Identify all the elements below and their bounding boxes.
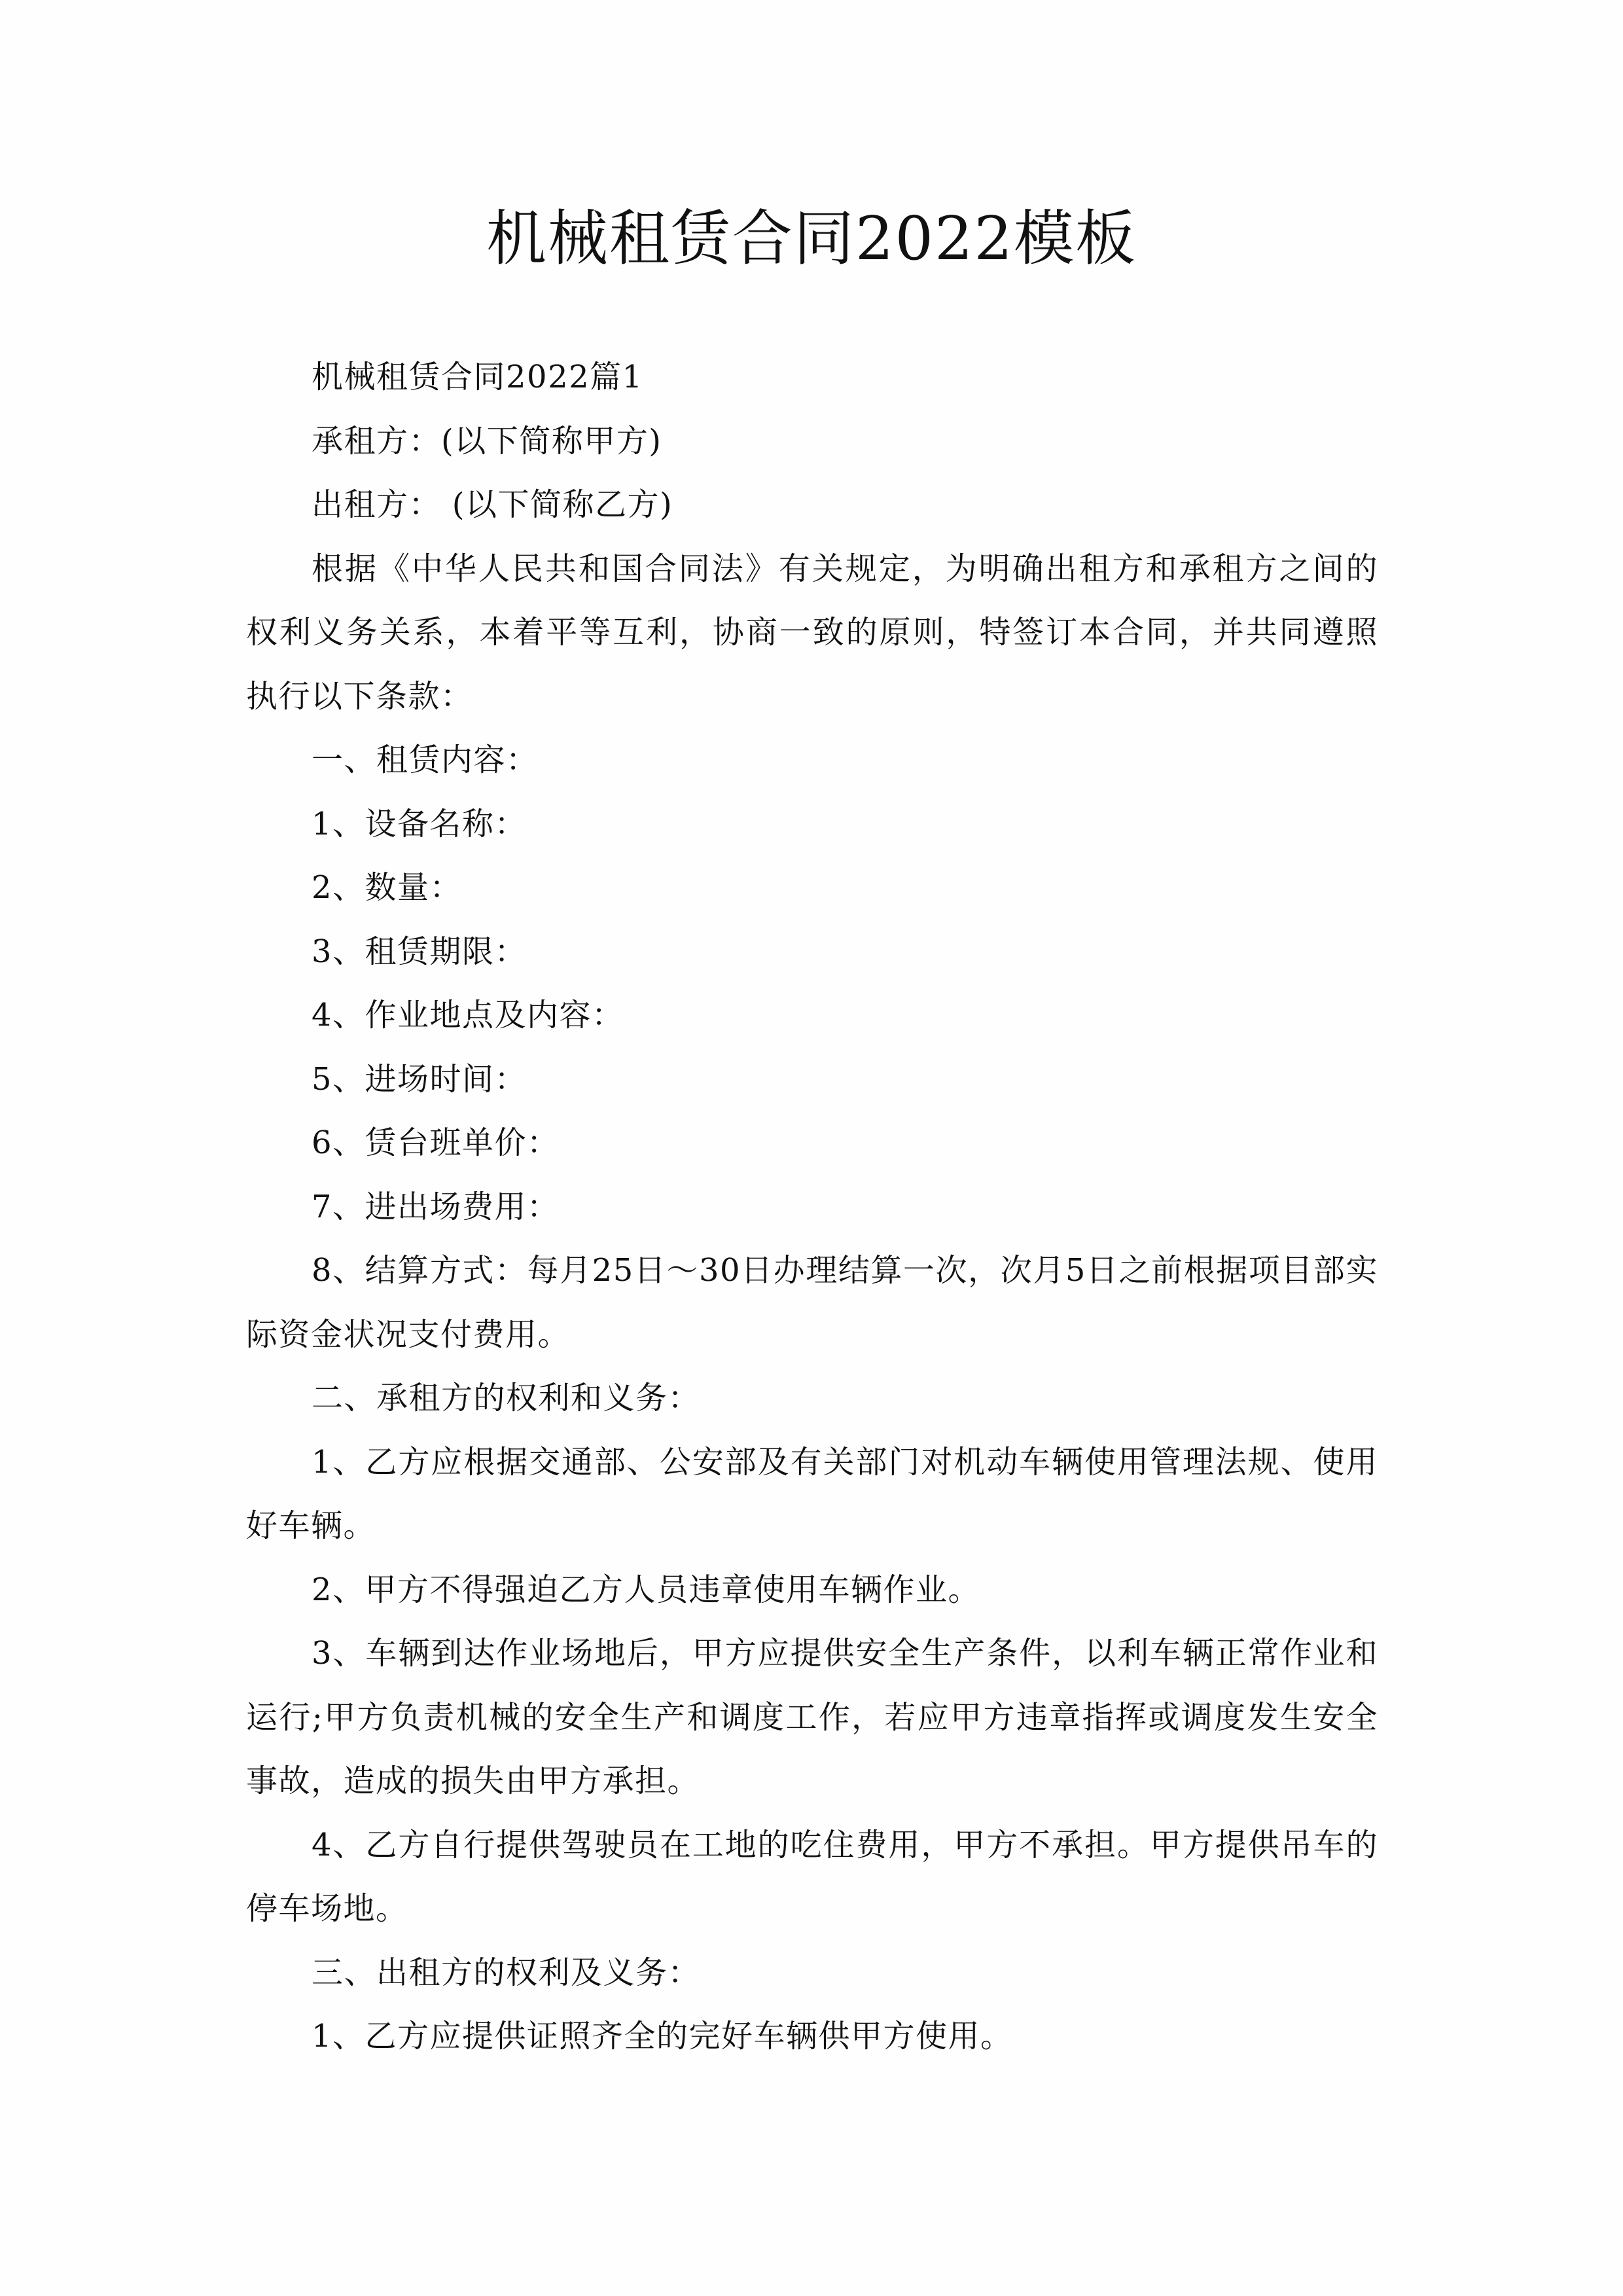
clause-2-item-2: 2、甲方不得强迫乙方人员违章使用车辆作业。 bbox=[312, 1571, 981, 1608]
preamble-paragraph: 根据《中华人民共和国合同法》有关规定，为明确出租方和承租方之间的权利义务关系，本着平等互利，协商一致的原则，特签订本合同，并共同遵照执行以下条款： bbox=[246, 550, 1378, 715]
clause-3-item-1: 1、乙方应提供证照齐全的完好车辆供甲方使用。 bbox=[312, 2018, 1013, 2054]
clause-2-item-3: 3、车辆到达作业场地后，甲方应提供安全生产条件，以利车辆正常作业和运行;甲方负责机械的安全生产和调度工作，若应甲方违章指挥或调度发生安全事故，造成的损失由甲方承担。 bbox=[246, 1635, 1378, 1799]
document-title: 机械租赁合同2022模板 bbox=[486, 204, 1137, 274]
clause-heading-3: 三、出租方的权利及义务： bbox=[312, 1954, 701, 1991]
clause-item-quantity: 2、数量： bbox=[312, 869, 463, 906]
lessee-line: 承租方：(以下简称甲方) bbox=[312, 422, 662, 459]
document-body bbox=[246, 346, 1378, 2069]
clause-item-mobilization-fee: 7、进出场费用： bbox=[312, 1188, 560, 1225]
clause-heading-1: 一、租赁内容： bbox=[312, 742, 539, 778]
clause-item-lease-term: 3、租赁期限： bbox=[312, 933, 527, 970]
clause-heading-2: 二、承租方的权利和义务： bbox=[312, 1380, 701, 1416]
clause-2-item-4: 4、乙方自行提供驾驶员在工地的吃住费用，甲方不承担。甲方提供吊车的停车场地。 bbox=[246, 1826, 1378, 1927]
section-heading-part1: 机械租赁合同2022篇1 bbox=[312, 359, 643, 395]
clause-item-shift-price: 6、赁台班单价： bbox=[312, 1124, 560, 1161]
clause-item-equipment-name: 1、设备名称： bbox=[312, 805, 527, 842]
clause-item-work-location: 4、作业地点及内容： bbox=[312, 997, 624, 1033]
lessor-line: 出租方： (以下简称乙方) bbox=[312, 486, 673, 523]
clause-item-settlement: 8、结算方式：每月25日～30日办理结算一次，次月5日之前根据项目部实际资金状况支付费用。 bbox=[246, 1252, 1378, 1353]
clause-2-item-1: 1、乙方应根据交通部、公安部及有关部门对机动车辆使用管理法规、使用好车辆。 bbox=[246, 1443, 1378, 1544]
clause-item-entry-time: 5、进场时间： bbox=[312, 1060, 527, 1098]
